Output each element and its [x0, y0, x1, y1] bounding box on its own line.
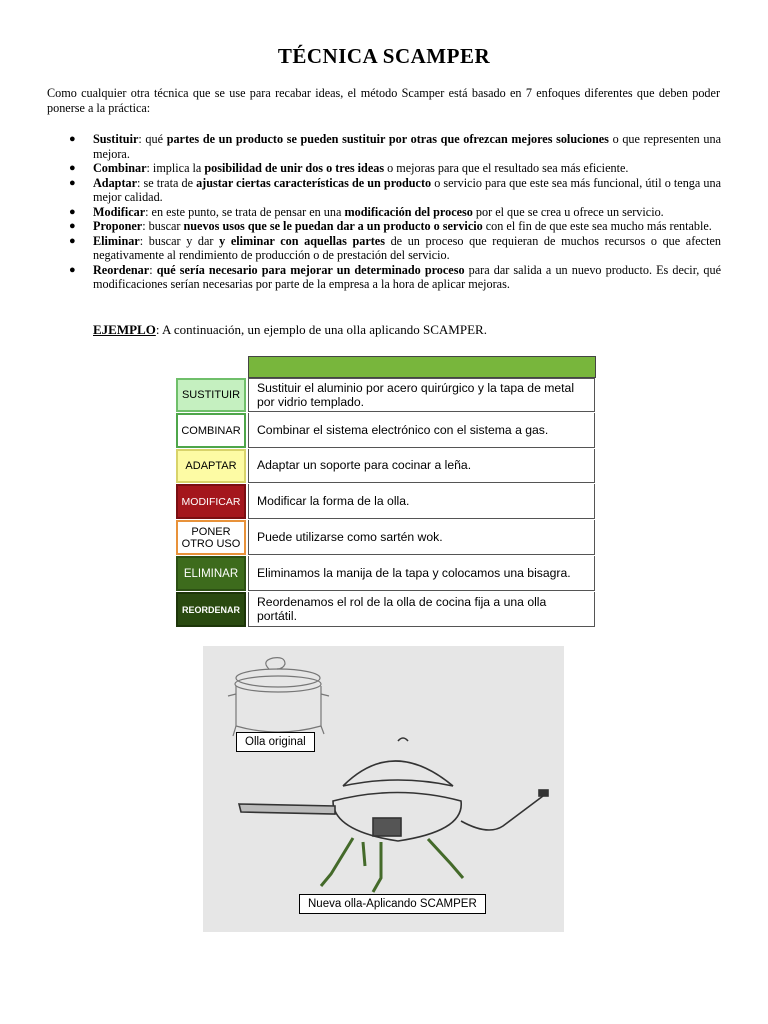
description-cell: Combinar el sistema electrónico con el sistema a gas.	[248, 413, 595, 448]
page-title: TÉCNICA SCAMPER	[277, 44, 491, 68]
bullet-dot: ●	[69, 176, 76, 189]
table-row	[176, 413, 595, 448]
bullet-text: posibilidad de unir dos o tres ideas	[204, 161, 385, 175]
bullet-term: Combinar	[93, 161, 147, 175]
bullet-term: Eliminar	[93, 233, 140, 248]
bullet-text: de un proceso que requieran de muchos recursos o que afecten negativamente al rendimiento de producción o de prestación del servicio.	[93, 233, 721, 262]
example-text: : A continuación, un ejemplo de una olla aplicando SCAMPER.	[155, 322, 487, 337]
bullet-dot: ●	[69, 133, 76, 145]
bullet-text: : implica la	[146, 161, 205, 175]
new-pot-drawing	[239, 738, 548, 892]
bullet-term: Sustituir	[93, 132, 139, 146]
intro-paragraph: Como cualquier otra técnica que se use para recabar ideas, el método Scamper está basado en 7 enfoques diferentes que deben poder ponerse a la práctica:	[47, 86, 720, 115]
bullet-item	[47, 234, 721, 263]
table-row	[176, 592, 595, 627]
description-cell: Puede utilizarse como sartén wok.	[248, 520, 595, 555]
description-cell: Reordenamos el rol de la olla de cocina fija a una olla portátil.	[248, 592, 595, 627]
scamper-bullet-list	[47, 132, 721, 292]
category-cell: MODIFICAR	[176, 484, 246, 519]
bullet-text: partes de un producto se pueden sustituir por otras que ofrezcan mejores soluciones	[166, 132, 609, 146]
category-cell: ELIMINAR	[176, 556, 246, 591]
category-cell: ADAPTAR	[176, 449, 246, 483]
category-cell: SUSTITUIR	[176, 378, 246, 412]
table-row	[176, 378, 595, 412]
example-line	[93, 322, 487, 338]
bullet-text: por el que se crea u ofrece un servicio.	[472, 204, 664, 219]
bullet-text: ajustar ciertas características de un producto	[196, 175, 432, 190]
bullet-text: o mejoras para que el resultado sea más eficiente.	[384, 161, 629, 175]
bullet-item	[47, 263, 721, 292]
description-cell: Adaptar un soporte para cocinar a leña.	[248, 449, 595, 483]
caption-original-pot: Olla original	[236, 732, 315, 752]
category-cell: PONER OTRO USO	[176, 520, 246, 555]
table-row	[176, 520, 595, 555]
bullet-dot: ●	[69, 205, 76, 218]
example-label: EJEMPLO	[93, 322, 156, 337]
description-cell: Sustituir el aluminio por acero quirúrgico y la tapa de metal por vidrio templado.	[248, 378, 595, 412]
caption-new-pot: Nueva olla-Aplicando SCAMPER	[299, 894, 486, 914]
bullet-item	[47, 161, 721, 176]
table-row	[176, 556, 595, 591]
bullet-term: Adaptar	[93, 175, 138, 190]
bullet-text: :	[149, 262, 157, 277]
bullet-text: o servicio para que este sea más funcional, útil o tenga una mejor calidad.	[93, 175, 721, 204]
category-cell: REORDENAR	[176, 592, 246, 627]
bullet-text: y eliminar con aquellas partes	[219, 233, 385, 248]
original-pot-drawing	[228, 658, 329, 736]
pot-sketch-image	[203, 646, 564, 932]
bullet-dot: ●	[69, 220, 76, 232]
bullet-text: : qué	[138, 132, 167, 146]
bullet-text: : se trata de	[137, 175, 197, 190]
bullet-term: Proponer	[93, 219, 143, 233]
bullet-item	[47, 205, 721, 220]
scamper-table	[176, 356, 595, 628]
bullet-text: qué sería necesario para mejorar un determinado proceso	[156, 262, 465, 277]
description-cell: Eliminamos la manija de la tapa y colocamos una bisagra.	[248, 556, 595, 591]
bullet-item	[47, 219, 721, 234]
bullet-text: : buscar	[142, 219, 184, 233]
bullet-text: modificación del proceso	[344, 204, 473, 219]
bullet-item	[47, 132, 721, 161]
bullet-dot: ●	[69, 162, 76, 174]
bullet-text: : en este punto, se trata de pensar en una	[145, 204, 345, 219]
pot-drawing	[203, 646, 564, 932]
bullet-dot: ●	[69, 234, 76, 247]
table-row	[176, 484, 595, 519]
table-header-bar	[248, 356, 596, 378]
bullet-term: Reordenar	[93, 262, 150, 277]
bullet-text: nuevos usos que se le puedan dar a un producto o servicio	[183, 219, 483, 233]
category-cell: COMBINAR	[176, 413, 246, 448]
bullet-term: Modificar	[93, 204, 146, 219]
bullet-item	[47, 176, 721, 205]
bullet-dot: ●	[69, 263, 76, 276]
bullet-text: o que representen una mejora.	[93, 132, 721, 161]
bullet-text: para dar salida a un nuevo producto. Es decir, qué modificaciones serían necesarias por parte de la empresa a la hora de aplicar mejoras.	[93, 262, 722, 291]
bullet-text: : buscar y dar	[139, 233, 220, 248]
bullet-text: con el fin de que este sea mucho más rentable.	[482, 219, 712, 233]
description-cell: Modificar la forma de la olla.	[248, 484, 595, 519]
table-row	[176, 449, 595, 483]
